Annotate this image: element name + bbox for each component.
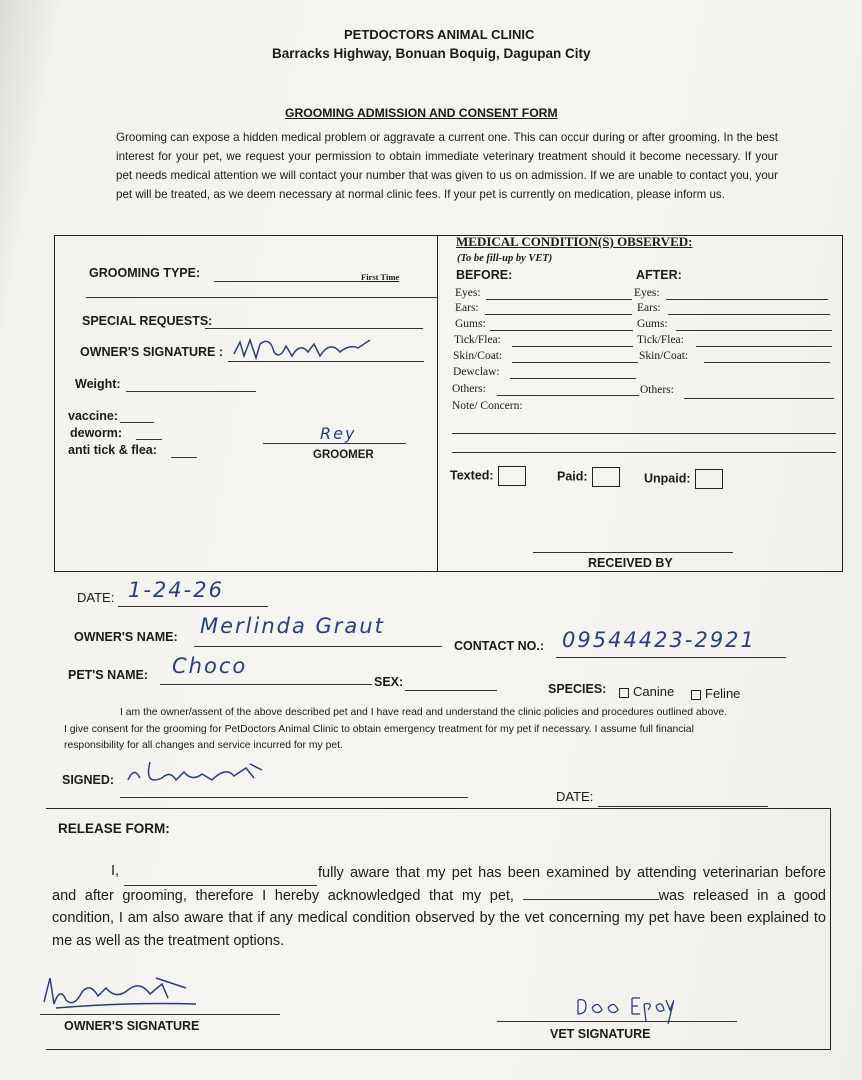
vaccine-label: vaccine: — [68, 409, 119, 423]
anti-tick-line[interactable] — [171, 457, 197, 458]
date-line[interactable] — [118, 606, 268, 607]
consent-date-line[interactable] — [598, 806, 768, 807]
grooming-type-value: First Time — [361, 272, 400, 282]
canine-checkbox[interactable] — [619, 688, 629, 698]
grooming-box — [54, 235, 843, 572]
release-paragraph — [52, 862, 826, 952]
eyes-after-line[interactable] — [666, 299, 828, 300]
consent-line-1: I am the owner/assent of the above described pet and I have read and understand the clinic policies and procedures outlined above. — [120, 707, 728, 718]
signed-line[interactable] — [120, 797, 468, 798]
tick-after-label: Tick/Flea: — [637, 334, 684, 346]
sex-line[interactable] — [405, 690, 497, 691]
after-label: AFTER: — [636, 268, 682, 282]
received-by-line[interactable] — [533, 552, 733, 553]
paid-label: Paid: — [557, 469, 588, 484]
special-requests-label: SPECIAL REQUESTS: — [82, 314, 213, 328]
unpaid-checkbox[interactable] — [644, 469, 723, 489]
dewclaw-line[interactable] — [510, 378, 636, 379]
clinic-name: PETDOCTORS ANIMAL CLINIC — [344, 27, 535, 42]
ears-after-line[interactable] — [668, 314, 830, 315]
intro-paragraph: Grooming can expose a hidden medical problem or aggravate a current one. This can occur during or after grooming. In the best interest for your pet, we request your permission to obtain immediate veterinary treatment should it become necessary. If your pet needs medical attention we will contact your number that was given to us on admission. If we are unable to contact you, your pet will be treated, as we deem necessary at normal clinic fees. If your pet is currently on medication, please inform us. — [116, 131, 778, 201]
release-i-label: I, — [111, 863, 120, 879]
gums-before-line[interactable] — [490, 330, 633, 331]
others-before-line[interactable] — [497, 395, 639, 396]
owner-signature-scribble — [230, 334, 380, 366]
eyes-after-label: Eyes: — [634, 287, 660, 299]
grooming-type-label: GROOMING TYPE: — [89, 266, 201, 280]
tick-before-label: Tick/Flea: — [454, 334, 501, 346]
date-label: DATE: — [77, 590, 115, 605]
eyes-before-label: Eyes: — [455, 287, 481, 299]
skin-before-label: Skin/Coat: — [453, 350, 503, 362]
release-text-2: was released in a good condition, I am also aware that if any medical condition observed by the vet concerning my pet have been explained to me as well as the treatment options. — [52, 887, 826, 949]
owner-name-label: OWNER'S NAME: — [74, 630, 178, 644]
owner-signature-label: OWNER'S SIGNATURE : — [80, 345, 224, 359]
skin-after-line[interactable] — [704, 362, 830, 363]
consent-date-label: DATE: — [556, 789, 594, 804]
release-title: RELEASE FORM: — [58, 821, 170, 836]
tick-before-line[interactable] — [512, 346, 633, 347]
box-divider — [437, 235, 438, 571]
vaccine-line[interactable] — [120, 422, 154, 423]
weight-line[interactable] — [126, 391, 256, 392]
pet-name-line[interactable] — [160, 684, 372, 685]
ears-after-label: Ears: — [637, 302, 661, 314]
weight-label: Weight: — [75, 377, 121, 391]
anti-tick-label: anti tick & flea: — [68, 443, 157, 457]
deworm-line[interactable] — [136, 439, 162, 440]
canine-option[interactable] — [619, 684, 674, 699]
grooming-type-line-2[interactable] — [86, 297, 438, 298]
note-line-2[interactable] — [452, 452, 836, 453]
canine-label: Canine — [633, 684, 675, 699]
texted-label: Texted: — [450, 468, 494, 483]
eyes-before-line[interactable] — [486, 299, 632, 300]
note-concern-label: Note/ Concern: — [452, 400, 523, 412]
received-by-label: RECEIVED BY — [588, 556, 673, 570]
deworm-label: deworm: — [70, 426, 123, 440]
form-title: GROOMING ADMISSION AND CONSENT FORM — [285, 106, 558, 120]
owner-name-line[interactable] — [194, 646, 442, 647]
paid-checkbox[interactable] — [557, 467, 620, 487]
signed-label: SIGNED: — [62, 773, 115, 787]
consent-line-3: responsibility for all changes and service incurred for my pet. — [64, 740, 343, 751]
medical-title: MEDICAL CONDITION(S) OBSERVED: — [456, 234, 693, 249]
medical-subtitle: (To be fill-up by VET) — [457, 253, 553, 264]
release-owner-line[interactable] — [40, 1014, 280, 1015]
contact-line[interactable] — [556, 657, 786, 658]
consent-line-2: I give consent for the grooming for PetDoctors Animal Clinic to obtain emergency treatment for my pet if necessary. I assume full financial — [64, 723, 694, 735]
consent-paragraph — [64, 705, 776, 755]
date-value: 1-24-26 — [128, 578, 224, 602]
grooming-type-line[interactable] — [214, 281, 362, 282]
texted-box[interactable] — [498, 466, 526, 486]
signed-signature-scribble — [122, 756, 272, 792]
others-after-label: Others: — [640, 384, 674, 396]
tick-after-line[interactable] — [696, 346, 832, 347]
ears-before-line[interactable] — [485, 314, 632, 315]
dewclaw-label: Dewclaw: — [453, 366, 500, 378]
release-text-1: fully aware that my pet has been examined by attending veterinarian before and after grooming, therefore I hereby acknowledged that my pet, — [52, 865, 826, 904]
before-label: BEFORE: — [456, 268, 513, 282]
ears-before-label: Ears: — [455, 302, 479, 314]
release-owner-label: OWNER'S SIGNATURE — [64, 1019, 200, 1033]
vet-signature-label: VET SIGNATURE — [550, 1027, 651, 1041]
pet-name-value: Choco — [172, 654, 248, 678]
species-label: SPECIES: — [548, 682, 607, 696]
clinic-address: Barracks Highway, Bonuan Boquig, Dagupan City — [272, 46, 591, 61]
owner-signature-release-scribble — [36, 972, 206, 1014]
note-line-1[interactable] — [452, 433, 836, 434]
skin-after-label: Skin/Coat: — [639, 350, 689, 362]
unpaid-label: Unpaid: — [644, 471, 691, 486]
contact-label: CONTACT NO.: — [454, 639, 545, 653]
vet-signature-scribble — [574, 992, 674, 1028]
pet-name-label: PET'S NAME: — [68, 668, 149, 682]
sex-label: SEX: — [374, 675, 404, 689]
skin-before-line[interactable] — [512, 362, 638, 363]
groomer-label: GROOMER — [313, 449, 374, 461]
feline-checkbox[interactable] — [691, 690, 701, 700]
special-requests-line[interactable] — [205, 328, 423, 329]
release-pet-line[interactable] — [523, 885, 659, 900]
gums-after-line[interactable] — [676, 330, 832, 331]
gums-before-label: Gums: — [455, 318, 486, 330]
gums-after-label: Gums: — [637, 318, 668, 330]
feline-option[interactable] — [691, 686, 740, 701]
others-after-line[interactable] — [684, 398, 834, 399]
paid-box[interactable] — [592, 467, 620, 487]
unpaid-box[interactable] — [695, 469, 723, 489]
groomer-name-value: Rey — [320, 424, 357, 443]
vet-signature-line[interactable] — [497, 1021, 737, 1022]
feline-label: Feline — [705, 686, 741, 701]
owner-name-value: Merlinda Graut — [200, 614, 385, 638]
others-before-label: Others: — [452, 383, 486, 395]
groomer-line[interactable] — [263, 443, 406, 444]
texted-checkbox[interactable] — [450, 466, 526, 486]
contact-value: 09544423-2921 — [562, 628, 756, 652]
